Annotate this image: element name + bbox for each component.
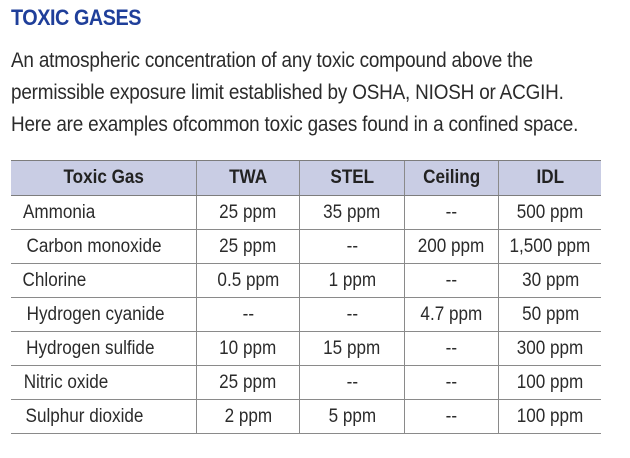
table-row — [11, 400, 601, 434]
twa-cell: 0.5 ppm — [196, 264, 300, 298]
twa-cell: 2 ppm — [196, 400, 300, 434]
table-row — [11, 366, 601, 400]
header-ceiling: Ceiling — [404, 161, 499, 196]
table-row — [11, 196, 601, 230]
intro-line: permissible exposure limit established by OSHA, NIOSH or ACGIH. — [11, 81, 564, 104]
header-toxic-gas: Toxic Gas — [11, 161, 196, 196]
ceiling-cell: -- — [404, 264, 499, 298]
gas-name-cell: Sulphur dioxide — [11, 400, 196, 434]
header-idl: IDL — [499, 161, 601, 196]
header-twa: TWA — [196, 161, 300, 196]
idl-cell: 50 ppm — [499, 298, 601, 332]
ceiling-cell: 200 ppm — [404, 230, 499, 264]
stel-cell: 1 ppm — [300, 264, 404, 298]
idl-cell: 30 ppm — [499, 264, 601, 298]
idl-cell: 300 ppm — [499, 332, 601, 366]
table-row — [11, 230, 601, 264]
idl-cell: 100 ppm — [499, 366, 601, 400]
intro-line: Here are examples ofcommon toxic gases found in a confined space. — [11, 113, 579, 136]
ceiling-cell: -- — [404, 366, 499, 400]
gas-name-cell: Nitric oxide — [11, 366, 196, 400]
stel-cell: -- — [300, 366, 404, 400]
gas-name-cell: Carbon monoxide — [11, 230, 196, 264]
ceiling-cell: -- — [404, 400, 499, 434]
page-title: TOXIC GASES — [11, 5, 142, 30]
header-stel: STEL — [300, 161, 404, 196]
gas-name-cell: Ammonia — [11, 196, 196, 230]
stel-cell: 35 ppm — [300, 196, 404, 230]
idl-cell: 100 ppm — [499, 400, 601, 434]
table-row — [11, 332, 601, 366]
intro-line: An atmospheric concentration of any toxic compound above the — [11, 49, 533, 72]
gas-name-cell: Hydrogen sulfide — [11, 332, 196, 366]
stel-cell: -- — [300, 298, 404, 332]
twa-cell: 10 ppm — [196, 332, 300, 366]
toxic-gas-table — [11, 160, 601, 434]
table-row — [11, 298, 601, 332]
twa-cell: 25 ppm — [196, 366, 300, 400]
stel-cell: 5 ppm — [300, 400, 404, 434]
table-header-row — [11, 161, 601, 196]
idl-cell: 500 ppm — [499, 196, 601, 230]
stel-cell: -- — [300, 230, 404, 264]
twa-cell: 25 ppm — [196, 230, 300, 264]
ceiling-cell: 4.7 ppm — [404, 298, 499, 332]
stel-cell: 15 ppm — [300, 332, 404, 366]
table-row — [11, 264, 601, 298]
twa-cell: 25 ppm — [196, 196, 300, 230]
gas-name-cell: Chlorine — [11, 264, 196, 298]
intro-paragraph — [11, 45, 587, 141]
ceiling-cell: -- — [404, 332, 499, 366]
idl-cell: 1,500 ppm — [499, 230, 601, 264]
ceiling-cell: -- — [404, 196, 499, 230]
twa-cell: -- — [196, 298, 300, 332]
gas-name-cell: Hydrogen cyanide — [11, 298, 196, 332]
